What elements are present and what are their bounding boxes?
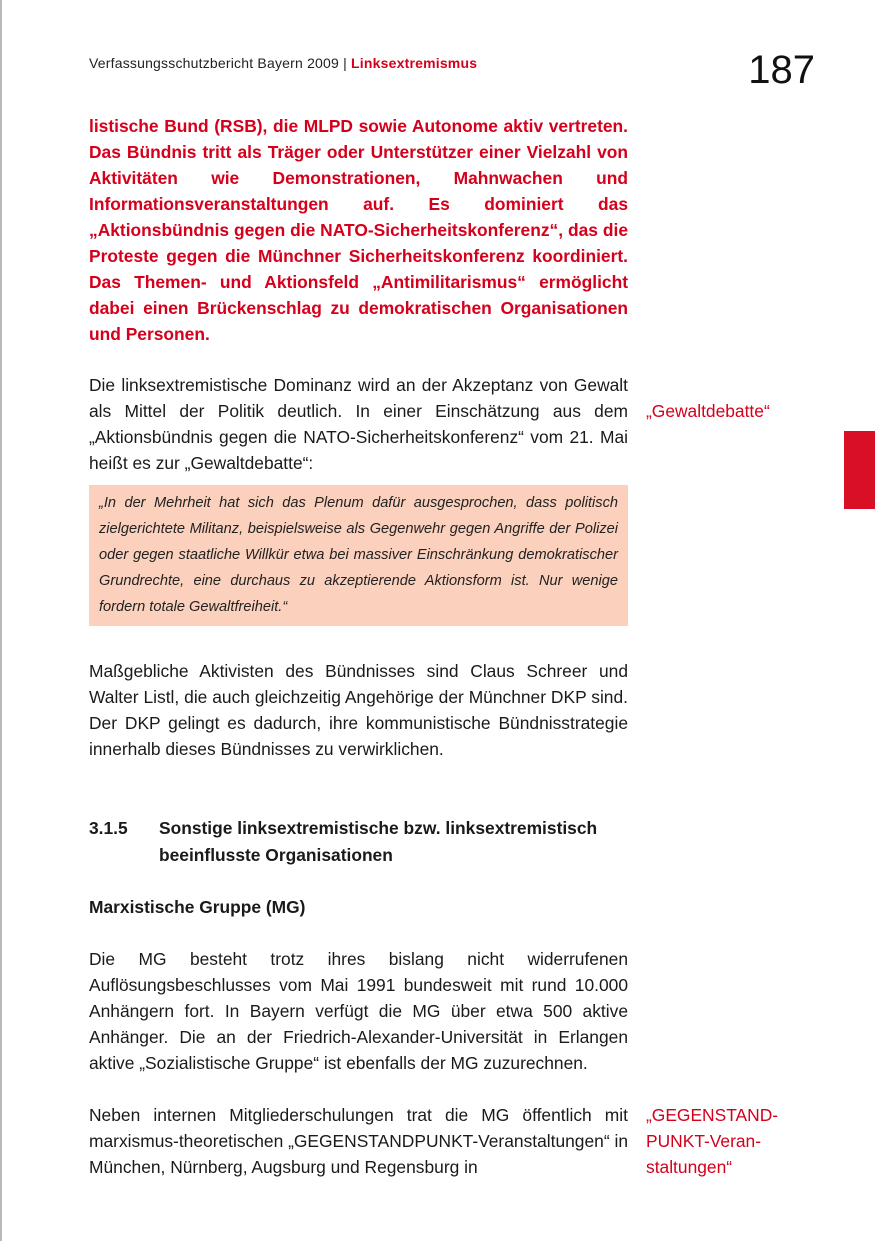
paragraph-violence bbox=[89, 372, 628, 476]
quote-text: „In der Mehrheit hat sich das Plenum dafür ausgesprochen, dass politisch zielgerichtete Militanz, beispielsweise als Gegenwehr gegen Angriffe der Polizei oder gegen staatliche Willkür etwa bei massiver Einschränkung demokratischer Grundrechte, eine durchaus zu akzeptierende Aktionsform ist. Nur wenige fordern totale Gewaltfreiheit.“ bbox=[99, 495, 618, 615]
margin-note-line: „GEGENSTAND- bbox=[646, 1105, 779, 1125]
paragraph-text: Die linksextremistische Dominanz wird an der Akzeptanz von Gewalt als Mittel der Politik deutlich. In einer Einschätzung aus dem „Aktionsbündnis gegen die NATO-Sicherheitskonferenz“ vom 21. Mai heißt es zur „Gewaltdebatte“: bbox=[89, 375, 628, 473]
margin-note-gegenstandpunkt bbox=[646, 1102, 778, 1180]
paragraph-text: Neben internen Mitgliederschulungen trat die MG öffentlich mit marxismus-theoretischen „GEGENSTANDPUNKT-Veranstaltungen“ in München, Nürnberg, Augsburg und Regensburg in bbox=[89, 1105, 628, 1177]
quote-box bbox=[89, 485, 628, 626]
header-separator: | bbox=[343, 55, 347, 71]
section-number: 3.1.5 bbox=[89, 818, 128, 838]
margin-note-line: PUNKT-Veran- bbox=[646, 1131, 762, 1151]
paragraph-text: Die MG besteht trotz ihres bislang nicht widerrufenen Auflösungsbeschlusses vom Mai 1991 bundesweit mit rund 10.000 Anhängern fort. In Bayern verfügt die MG über etwa 500 aktive Anhänger. Die an der Friedrich-Alexander-Universität in Erlangen aktive „Sozialistische Gruppe“ ist ebenfalls der MG zuzurechnen. bbox=[89, 949, 628, 1073]
section-title: Sonstige linksextremistische bzw. linksextremistisch beeinflusste Organisationen bbox=[159, 818, 598, 865]
margin-note-gewaltdebatte: „Gewaltdebatte“ bbox=[646, 401, 770, 421]
paragraph-text: Maßgebliche Aktivisten des Bündnisses sind Claus Schreer und Walter Listl, die auch gleichzeitig Angehörige der Münchner DKP sind. Der DKP gelingt es dadurch, ihre kommunistische Bündnisstrategie innerhalb dieses Bündnisses zu verwirklichen. bbox=[89, 661, 628, 759]
chapter-tab-marker bbox=[844, 431, 875, 509]
page-number: 187 bbox=[748, 48, 815, 92]
paragraph-activists bbox=[89, 658, 628, 762]
paragraph-events bbox=[89, 1102, 628, 1180]
subheading-mg: Marxistische Gruppe (MG) bbox=[89, 897, 306, 917]
paragraph-mg bbox=[89, 946, 628, 1076]
header-publication: Verfassungsschutzbericht Bayern 2009 bbox=[89, 55, 340, 71]
running-header bbox=[89, 55, 477, 71]
header-section: Linksextremismus bbox=[351, 55, 478, 71]
margin-note-line: staltungen“ bbox=[646, 1157, 733, 1177]
paragraph-red-text: listische Bund (RSB), die MLPD sowie Autonome aktiv vertreten. Das Bündnis tritt als Träger oder Unterstützer einer Vielzahl von Aktivitäten wie Demonstrationen, Mahnwachen und Informationsveranstaltungen auf. Es dominiert das „Aktionsbündnis gegen die NATO-Sicherheitskonferenz“, das die Proteste gegen die Münchner Sicherheitskonferenz koordiniert. Das Themen- und Aktionsfeld „Antimilitarismus“ ermöglicht dabei einen Brückenschlag zu demokratischen Organisationen und Personen. bbox=[89, 116, 628, 344]
page-left-edge bbox=[0, 0, 2, 1241]
paragraph-intro bbox=[89, 113, 628, 347]
